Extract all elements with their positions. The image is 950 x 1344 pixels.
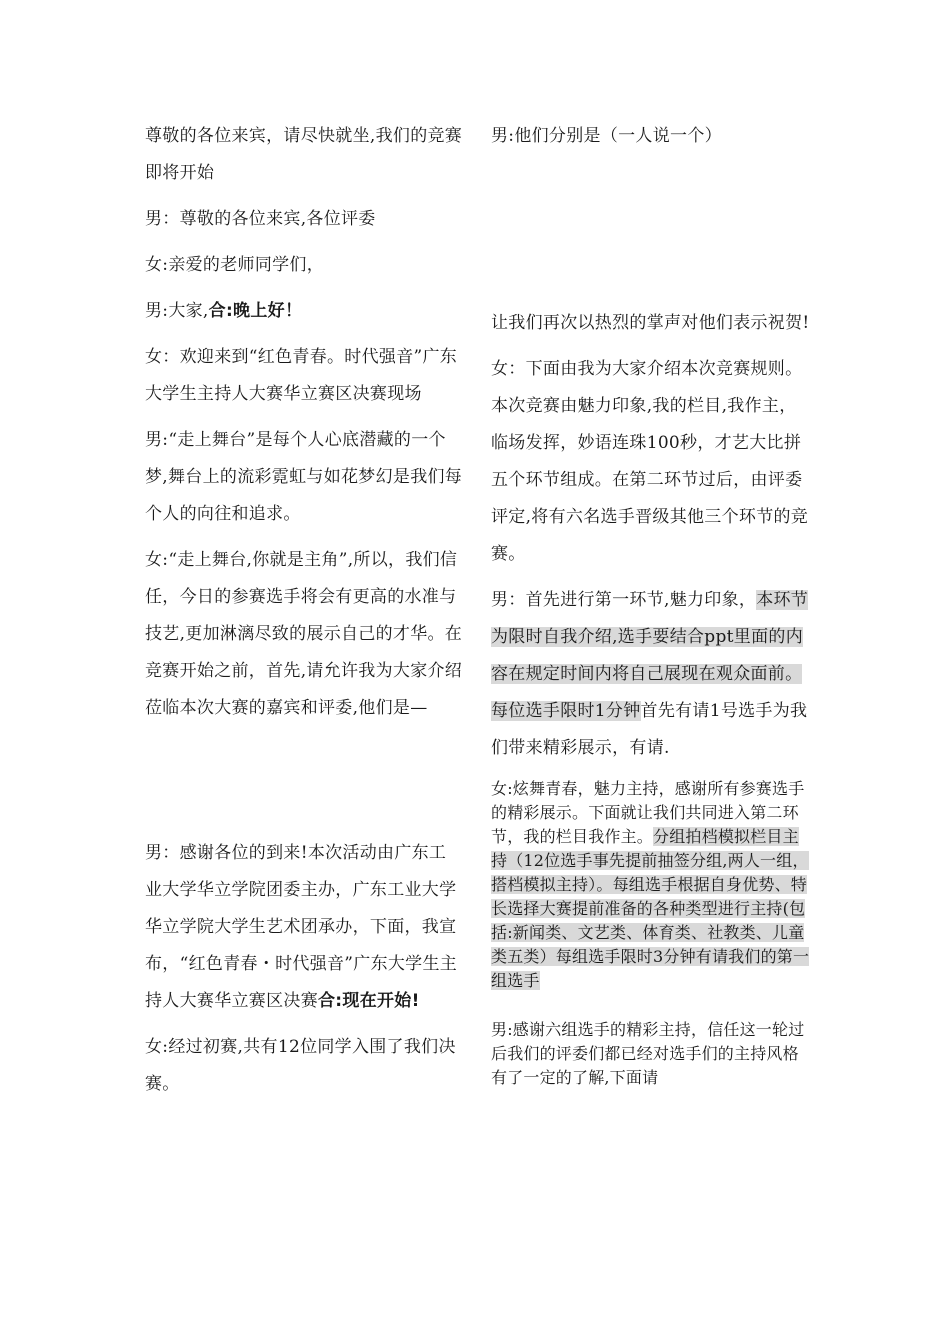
male-line: 男:大家,: [145, 301, 209, 321]
paragraph-judges-list: 男:他们分别是（一人说一个）: [491, 126, 722, 146]
chorus-line: 合:现在开始!: [318, 991, 420, 1011]
paragraph-welcome: 女：欢迎来到“红色青春。时代强音”广东大学生主持人大赛华立赛区决赛现场: [145, 347, 458, 404]
right-column: [491, 118, 813, 1090]
paragraph-thanks-groups: 男:感谢六组选手的精彩主持，信任这一轮过后我们的评委们都已经对选手们的主持风格有了一定的了解,下面请: [491, 1020, 805, 1087]
paragraph-good-evening: [145, 293, 463, 330]
male-line: 男：感谢各位的到来!本次活动由广东工业大学华立学院团委主办，广东工业大学华立学院大学生艺术团承办，下面，我宣布，“红色青春・时代强音”广东大学生主持人大赛华立赛区决赛: [145, 843, 458, 1011]
female-line: 女:炫舞青春，魅力主持，感谢所有参赛选手的精彩展示。下面就让我们共同进入第二环节，我的栏目我作主。: [491, 779, 805, 846]
left-column: [145, 118, 463, 1103]
paragraph-applause: 让我们再次以热烈的掌声对他们表示祝贺!: [491, 313, 810, 333]
blank-space: [145, 727, 463, 835]
paragraph-round-one: [491, 582, 813, 767]
paragraph-male-greeting: 男：尊敬的各位来宾,各位评委: [145, 209, 376, 229]
paragraph-finalists: 女:经过初赛,共有12位同学入围了我们决赛。: [145, 1037, 456, 1094]
highlighted-text: 分组拍档模拟栏目主持（12位选手事先提前抽签分组,两人一组，搭档模拟主持）。每组选手根据自身优势、特长选择大赛提前准备的各种类型进行主持(包括:新闻类、文艺类、体育类、社教类、儿童类五类）每组选手限时3分钟有请我们的第一组选手: [491, 827, 810, 990]
paragraph-opening: 尊敬的各位来宾，请尽快就坐,我们的竞赛即将开始: [145, 126, 463, 183]
paragraph-rules: 女：下面由我为大家介绍本次竞赛规则。本次竞赛由魅力印象,我的栏目,我作主，临场发挥，妙语连珠100秒，才艺大比拼五个环节组成。在第二环节过后，由评委评定,将有六名选手晋级其他三个环节的竞赛。: [491, 359, 809, 564]
body-text: 首先有请1号选手为我们带来精彩展示，有请.: [491, 701, 808, 758]
paragraph-introduce-guests: 女:“走上舞台,你就是主角”,所以，我们信任，今日的参赛选手将会有更高的水准与技艺,更加淋漓尽致的展示自己的才华。在竞赛开始之前，首先,请允许我为大家介绍莅临本次大赛的嘉宾和评委,他们是—: [145, 550, 463, 718]
chorus-line: 合:晚上好！: [208, 301, 303, 321]
paragraph-female-greeting: 女:亲爱的老师同学们，: [145, 255, 325, 275]
paragraph-announcement: [145, 835, 463, 1020]
paragraph-round-two: [491, 777, 813, 993]
paragraph-stage-dream: 男:“走上舞台”是每个人心底潜藏的一个梦,舞台上的流彩霓虹与如花梦幻是我们每个人的向往和追求。: [145, 430, 463, 524]
male-line: 男：首先进行第一环节,魅力印象，: [491, 590, 757, 610]
highlighted-text: 本环节为限时自我介绍,选手要结合ppt里面的内容在规定时间内将自己展现在观众面前。每位选手限时1分钟: [491, 590, 809, 721]
blank-space: [491, 155, 813, 305]
